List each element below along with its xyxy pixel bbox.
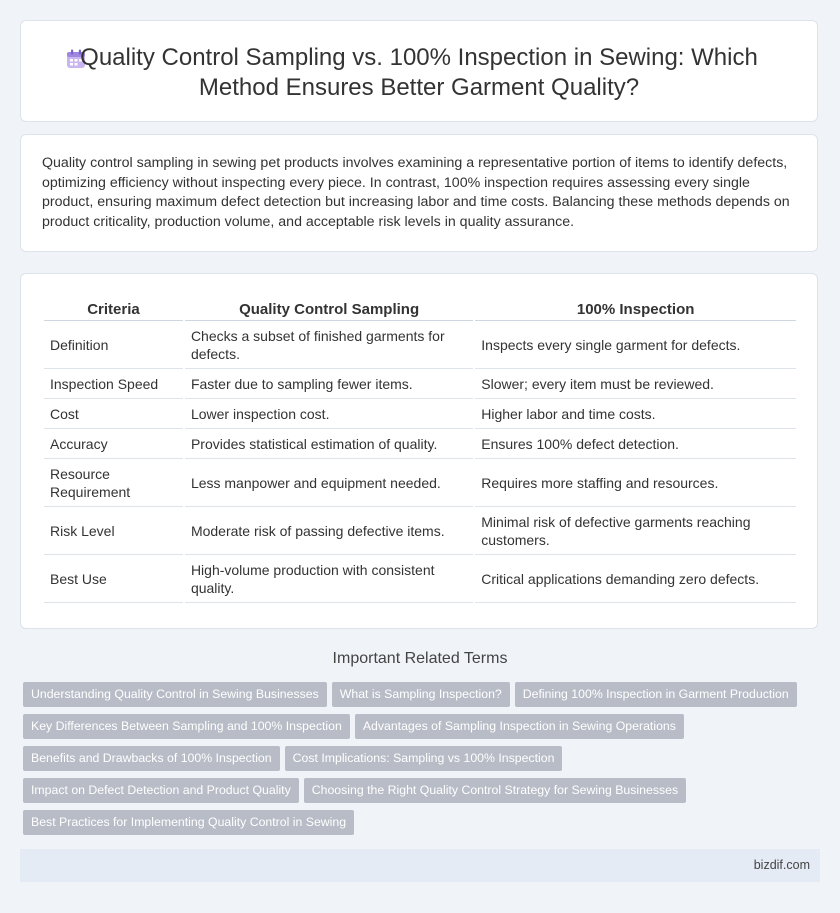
related-term-tag[interactable]: Key Differences Between Sampling and 100% Inspection [23, 714, 350, 739]
table-row [44, 507, 796, 555]
comparison-table [42, 296, 798, 603]
page-title-line2: Method Ensures Better Garment Quality? [198, 74, 640, 101]
related-terms-heading: Important Related Terms [332, 650, 508, 667]
table-row [44, 555, 796, 603]
row-sampling: High-volume production with consistent quality. [185, 555, 473, 603]
table-row [44, 459, 796, 507]
header-criteria: Criteria [44, 296, 183, 321]
row-full-inspection: Ensures 100% defect detection. [475, 429, 796, 459]
page-title [21, 43, 817, 103]
related-term-tag[interactable]: Choosing the Right Quality Control Strategy for Sewing Businesses [304, 778, 686, 803]
related-term-tag[interactable]: What is Sampling Inspection? [332, 682, 510, 707]
table-row [44, 429, 796, 459]
intro-card [20, 134, 818, 252]
row-criteria: Definition [44, 321, 183, 369]
title-card [20, 20, 818, 122]
row-full-inspection: Requires more staffing and resources. [475, 459, 796, 507]
row-full-inspection: Minimal risk of defective garments reaching customers. [475, 507, 796, 555]
table-row [44, 399, 796, 429]
page-title-line1: Quality Control Sampling vs. 100% Inspection in Sewing: Which [80, 44, 758, 71]
row-criteria: Inspection Speed [44, 369, 183, 399]
row-criteria: Resource Requirement [44, 459, 183, 507]
row-criteria: Cost [44, 399, 183, 429]
site-name[interactable]: bizdif.com [753, 858, 810, 872]
table-row [44, 369, 796, 399]
related-terms-list [23, 682, 813, 842]
related-term-tag[interactable]: Understanding Quality Control in Sewing Businesses [23, 682, 327, 707]
row-sampling: Lower inspection cost. [185, 399, 473, 429]
intro-paragraph: Quality control sampling in sewing pet products involves examining a representative portion of items to identify defects, optimizing efficiency without inspecting every piece. In contrast, 100% inspection requires assessing every single product, ensuring maximum defect detection but increasing labor and time costs. Balancing these methods depends on product criticality, production volume, and acceptable risk levels in quality assurance. [42, 155, 790, 230]
related-term-tag[interactable]: Cost Implications: Sampling vs 100% Inspection [285, 746, 563, 771]
row-criteria: Accuracy [44, 429, 183, 459]
related-term-tag[interactable]: Best Practices for Implementing Quality Control in Sewing [23, 810, 354, 835]
row-sampling: Checks a subset of finished garments for defects. [185, 321, 473, 369]
related-term-tag[interactable]: Benefits and Drawbacks of 100% Inspection [23, 746, 280, 771]
row-sampling: Moderate risk of passing defective items. [185, 507, 473, 555]
header-sampling: Quality Control Sampling [185, 296, 473, 321]
row-full-inspection: Critical applications demanding zero defects. [475, 555, 796, 603]
header-full-inspection: 100% Inspection [475, 296, 796, 321]
table-header-row [44, 296, 796, 321]
row-sampling: Less manpower and equipment needed. [185, 459, 473, 507]
related-term-tag[interactable]: Impact on Defect Detection and Product Quality [23, 778, 299, 803]
row-full-inspection: Higher labor and time costs. [475, 399, 796, 429]
row-criteria: Best Use [44, 555, 183, 603]
related-term-tag[interactable]: Advantages of Sampling Inspection in Sewing Operations [355, 714, 684, 739]
row-criteria: Risk Level [44, 507, 183, 555]
comparison-card [20, 273, 818, 629]
row-sampling: Faster due to sampling fewer items. [185, 369, 473, 399]
row-full-inspection: Slower; every item must be reviewed. [475, 369, 796, 399]
row-full-inspection: Inspects every single garment for defects. [475, 321, 796, 369]
related-term-tag[interactable]: Defining 100% Inspection in Garment Production [515, 682, 797, 707]
footer [20, 849, 820, 882]
row-sampling: Provides statistical estimation of quality. [185, 429, 473, 459]
table-row [44, 321, 796, 369]
